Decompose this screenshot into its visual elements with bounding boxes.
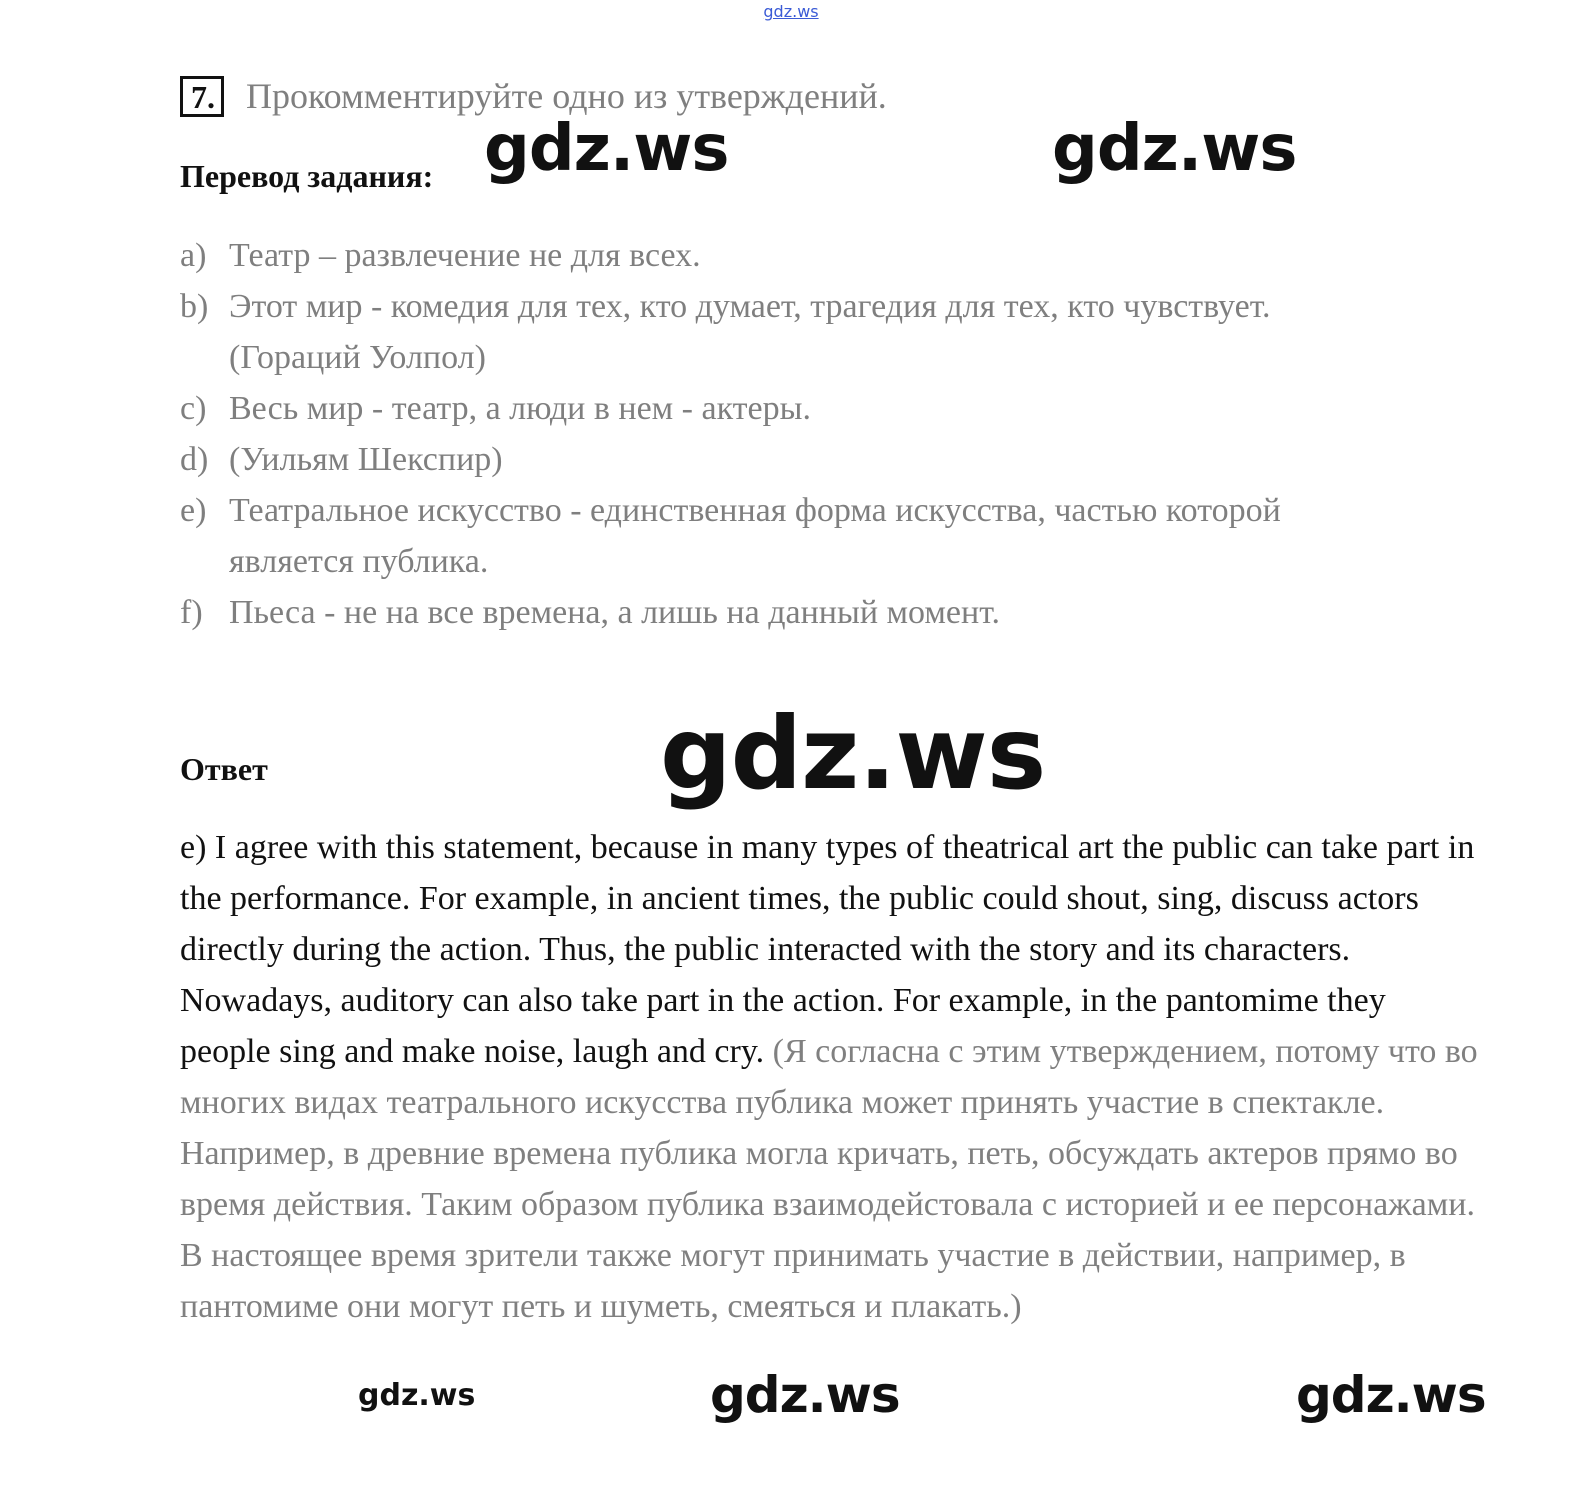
watermark: gdz.ws — [710, 1366, 900, 1424]
statement-text: Театральное искусство - единственная форма искусства, частью которой — [229, 492, 1281, 529]
statement-f — [180, 587, 1480, 638]
statement-marker: d) — [180, 441, 209, 478]
top-watermark-link[interactable]: gdz.ws — [763, 2, 819, 21]
statement-marker: a) — [180, 237, 207, 274]
watermark: gdz.ws — [358, 1378, 476, 1413]
statement-text: Этот мир - комедия для тех, кто думает, трагедия для тех, кто чувствует. — [229, 288, 1271, 325]
answer-text — [180, 822, 1480, 1332]
statement-c — [180, 383, 1480, 434]
answer-english: e) I agree with this statement, because in many types of theatrical art the public can take part in the performance. For example, in ancient times, the public could shout, sing, discuss actors directly during the action. Thus, the public interacted with the story and its characters. Nowadays, auditory can also take part in the action. For example, in the pantomime they people sing and make noise, laugh and cry. — [180, 829, 1475, 1070]
statement-text: Пьеса - не на все времена, а лишь на данный момент. — [229, 594, 1000, 631]
statement-b — [180, 281, 1480, 383]
translation-heading: Перевод задания: — [180, 158, 434, 194]
task-number: 7. — [180, 76, 224, 117]
statement-marker: f) — [180, 594, 203, 631]
statement-text-cont: (Гораций Уолпол) — [229, 339, 486, 376]
statement-d — [180, 434, 1480, 485]
watermark: gdz.ws — [660, 695, 1046, 812]
answer-heading: Ответ — [180, 751, 268, 787]
statement-text: Театр – развлечение не для всех. — [229, 237, 701, 274]
statement-a — [180, 230, 1480, 281]
statement-marker: c) — [180, 390, 207, 427]
statement-marker: e) — [180, 492, 207, 529]
task-title: Прокомментируйте одно из утверждений. — [246, 76, 887, 116]
watermark: gdz.ws — [484, 112, 729, 186]
statement-text: Весь мир - театр, а люди в нем - актеры. — [229, 390, 811, 427]
statement-e — [180, 485, 1480, 587]
watermark: gdz.ws — [1296, 1366, 1486, 1424]
statement-text-cont: является публика. — [229, 543, 489, 580]
statement-marker: b) — [180, 288, 209, 325]
statement-text: (Уильям Шекспир) — [229, 441, 503, 478]
watermark: gdz.ws — [1052, 112, 1297, 186]
answer-russian-translation: (Я согласна с этим утверждением, потому что во многих видах театрального искусства публика может принять участие в спектакле. Например, в древние времена публика могла кричать, петь, обсуждать актеров прямо во время действия. Таким образом публика взаимодейстовала с историей и ее персонажами. В настоящее время зрители также могут принимать участие в действии, например, в пантомиме они могут петь и шуметь, смеяться и плакать.) — [180, 1033, 1478, 1325]
